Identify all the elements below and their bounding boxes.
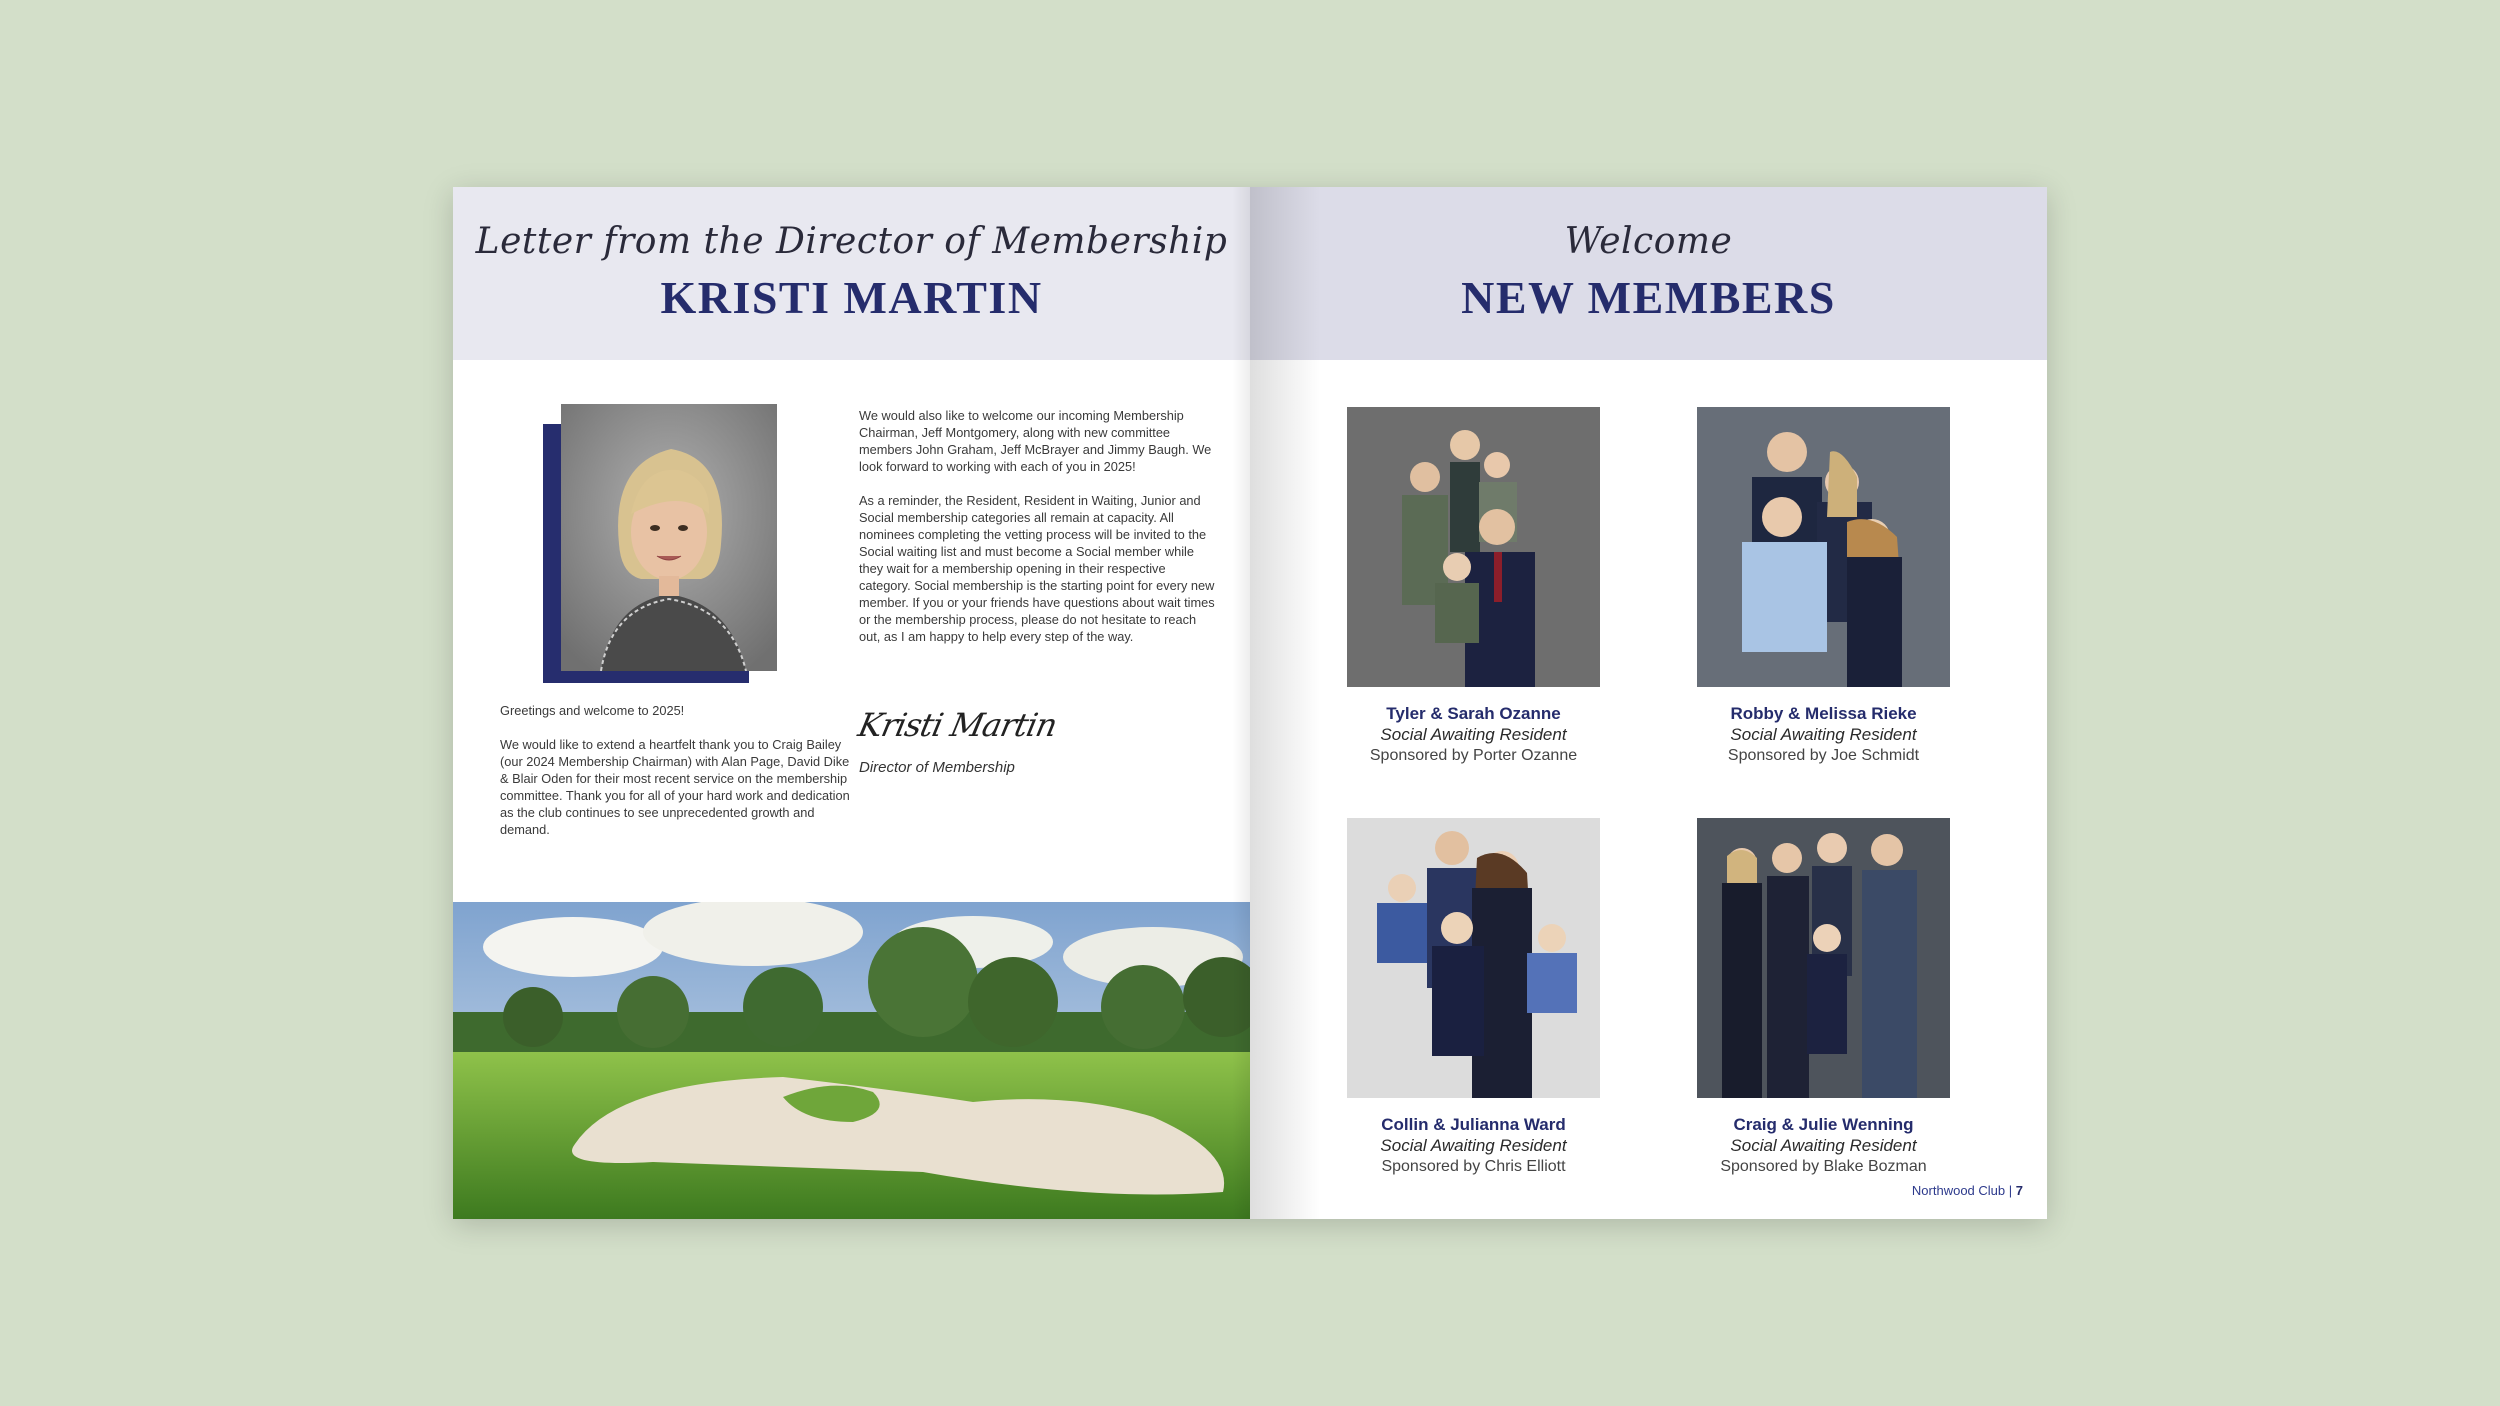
member-sponsor: Sponsored by Chris Elliott (1381, 1158, 1566, 1175)
greeting-paragraph: Greetings and welcome to 2025! (500, 703, 685, 718)
page-footer (1912, 1183, 2023, 1198)
member-family-photo (1347, 407, 1600, 687)
letter-heading: Letter from the Director of Membership (475, 221, 1228, 262)
member-card (1347, 818, 1600, 1177)
member-sponsor: Sponsored by Joe Schmidt (1727, 747, 1920, 764)
member-name: Collin & Julianna Ward (1381, 1115, 1566, 1134)
member-card (1697, 818, 1950, 1177)
new-members-title: NEW MEMBERS (1461, 272, 1836, 323)
thank-you-paragraph: We would like to extend a heartfelt thank you to Craig Bailey (our 2024 Membership Chairman) with Alan Page, David Dike & Blair Oden for their most recent service on the membership committee. Thank you for all of your hard work and dedication as the club continues to see unprecedented growth and demand. (500, 737, 850, 837)
reminder-paragraph: As a reminder, the Resident, Resident in Waiting, Junior and Social membership categories all remain at capacity. All nominees completing the vetting process will be invited to the Social waiting list and must become a Social member while they wait for a membership opening in their respective category. Social membership is the starting point for every new member. If you or your friends have questions about wait times or the membership process, please do not hesitate to reach out, as I am happy to help every step of the way. (859, 493, 1215, 644)
member-status: Social Awaiting Resident (1380, 725, 1567, 744)
letter-column-left (500, 702, 855, 855)
member-card (1697, 407, 1950, 766)
member-family-photo (1697, 818, 1950, 1098)
member-status: Social Awaiting Resident (1730, 1136, 1917, 1155)
member-card (1347, 407, 1600, 766)
member-sponsor: Sponsored by Porter Ozanne (1369, 747, 1578, 764)
member-family-photo (1697, 407, 1950, 687)
letter-column-right (859, 407, 1217, 662)
footer-separator: | (2008, 1183, 2013, 1198)
member-family-photo (1347, 818, 1600, 1098)
director-signature: Kristi Martin (854, 706, 1061, 744)
member-name: Craig & Julie Wenning (1733, 1115, 1914, 1134)
welcome-chairman-paragraph: We would also like to welcome our incoming Membership Chairman, Jeff Montgomery, along with new committee members John Graham, Jeff McBrayer and Jimmy Baugh. We look forward to working with each of you in 2025! (859, 408, 1212, 474)
magazine-spread (453, 187, 2047, 1219)
member-sponsor: Sponsored by Blake Bozman (1720, 1158, 1927, 1175)
member-name: Tyler & Sarah Ozanne (1386, 704, 1561, 723)
director-name-title: KRISTI MARTIN (660, 272, 1043, 323)
golf-course-photo (453, 902, 1250, 1219)
director-portrait (561, 404, 777, 671)
signature-title: Director of Membership (859, 759, 1015, 776)
page-number: 7 (2015, 1183, 2023, 1198)
member-name: Robby & Melissa Rieke (1730, 704, 1917, 723)
club-name: Northwood Club (1911, 1183, 2006, 1198)
member-status: Social Awaiting Resident (1380, 1136, 1567, 1155)
member-status: Social Awaiting Resident (1730, 725, 1917, 744)
left-header (453, 187, 1250, 360)
left-page (453, 187, 1250, 1219)
welcome-heading: Welcome (1564, 221, 1733, 262)
right-header (1250, 187, 2047, 360)
right-page (1250, 187, 2047, 1219)
